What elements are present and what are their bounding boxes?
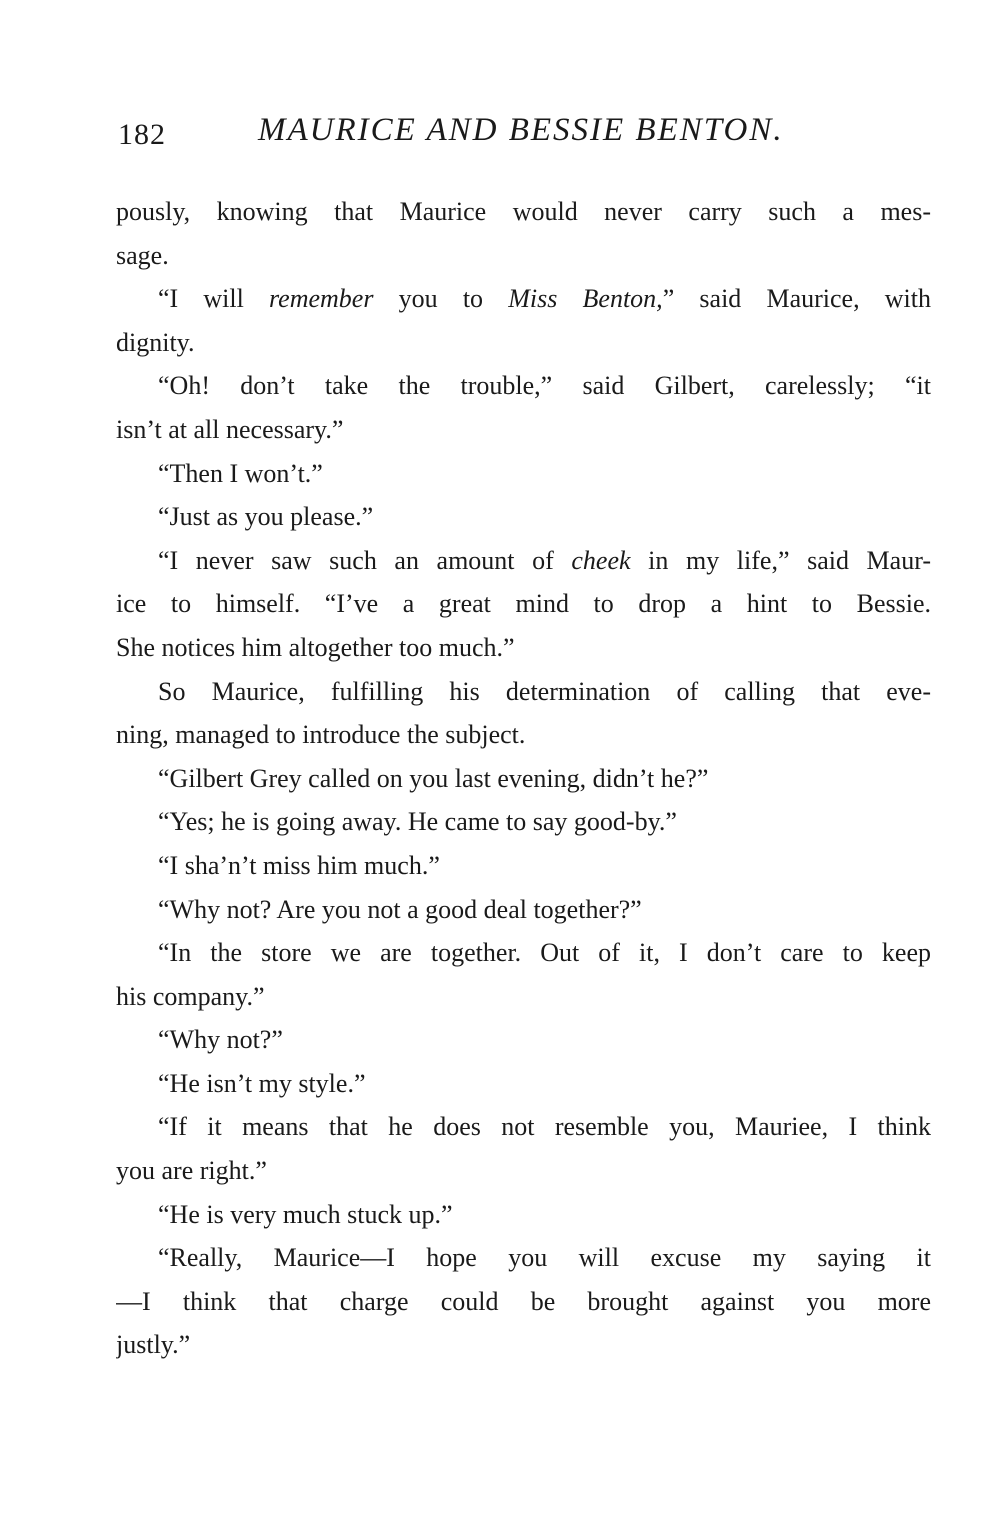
italic-span: cheek	[571, 545, 631, 575]
text-line	[116, 277, 931, 321]
text-span: “I never saw such an amount of	[158, 545, 572, 575]
text-line: “Then I won’t.”	[158, 458, 323, 488]
text-line: “Why not?”	[158, 1025, 283, 1055]
running-title: MAURICE AND BESSIE BENTON.	[258, 112, 784, 148]
text-line: “In the store we are together. Out of it, I don’t care to keep	[158, 938, 931, 968]
text-line: —I think that charge could be brought against you more	[116, 1286, 931, 1316]
text-span: “I will	[158, 284, 270, 314]
text-line: “Yes; he is going away. He came to say good-by.”	[158, 807, 677, 837]
text-line: “Why not? Are you not a good deal together?”	[158, 894, 642, 924]
text-line: “Just as you please.”	[158, 502, 374, 532]
italic-span: remember	[269, 284, 374, 314]
text-line: ice to himself. “I’ve a great mind to drop a hint to Bessie.	[116, 589, 931, 619]
text-line	[116, 539, 931, 583]
text-line: dignity.	[116, 327, 195, 357]
text-line: She notices him altogether too much.”	[116, 632, 515, 662]
text-line: “I sha’n’t miss him much.”	[158, 850, 440, 880]
text-line: pously, knowing that Maurice would never carry such a mes-	[116, 197, 931, 226]
text-line: justly.”	[116, 1330, 191, 1360]
text-line: “Oh! don’t take the trouble,” said Gilbert, carelessly; “it	[158, 371, 931, 401]
text-span: you to	[373, 284, 509, 314]
text-span: in my life,” said Maur-	[630, 545, 931, 575]
text-line: ning, managed to introduce the subject.	[116, 720, 526, 750]
text-line: you are right.”	[116, 1156, 267, 1186]
italic-span: Miss Benton,	[508, 284, 663, 314]
text-line: sage.	[116, 240, 169, 270]
text-line: his company.”	[116, 981, 265, 1011]
text-line: So Maurice, fulfilling his determination of calling that eve-	[158, 676, 931, 706]
text-line: “He isn’t my style.”	[158, 1068, 366, 1098]
text-line: “Gilbert Grey called on you last evening, didn’t he?”	[158, 763, 709, 793]
text-line: isn’t at all necessary.”	[116, 414, 344, 444]
text-line: “If it means that he does not resemble you, Mauriee, I think	[158, 1112, 931, 1142]
text-line: “Really, Maurice—I hope you will excuse my saying it	[158, 1243, 931, 1273]
page-number: 182	[118, 118, 166, 151]
text-line: “He is very much stuck up.”	[158, 1199, 453, 1229]
page-body	[116, 190, 931, 1367]
text-span: ” said Maurice, with	[662, 284, 931, 314]
page-header	[118, 112, 918, 162]
